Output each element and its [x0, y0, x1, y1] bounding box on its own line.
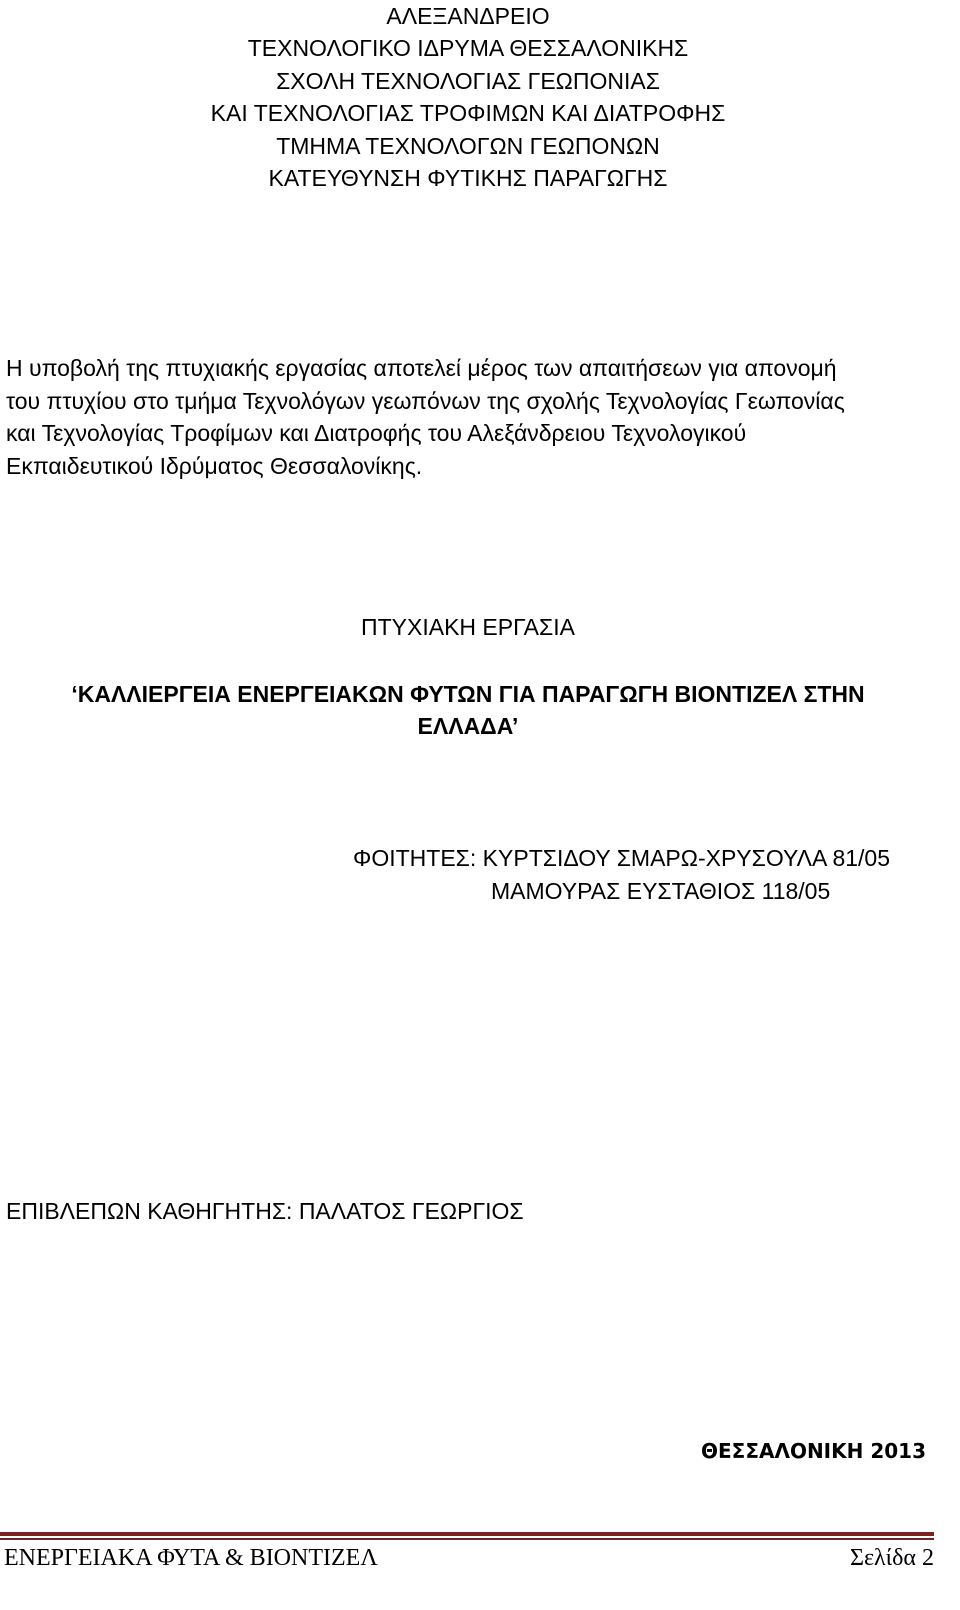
statement-line: Η υποβολή της πτυχιακής εργασίας αποτελεί μέρος των απαιτήσεων για απονομή — [6, 355, 837, 381]
header-line-school-cont: ΚΑΙ ΤΕΧΝΟΛΟΓΙΑΣ ΤΡΟΦΙΜΩΝ ΚΑΙ ΔΙΑΤΡΟΦΗΣ — [210, 100, 726, 127]
footer-rule-thick — [0, 1532, 934, 1536]
thesis-title-line: ‘ΚΑΛΛΙΕΡΓΕΙΑ ΕΝΕΡΓΕΙΑΚΩΝ ΦΥΤΩΝ ΓΙΑ ΠΑΡΑΓΩΓΗ ΒΙΟΝΤΙΖΕΛ ΣΤΗΝ — [71, 681, 865, 707]
students-line-2: ΜΑΜΟΥΡΑΣ ΕΥΣΤΑΘΙΟΣ 118/05 — [491, 877, 831, 904]
statement-line: Εκπαιδευτικού Ιδρύματος Θεσσαλονίκης. — [6, 452, 423, 479]
students-block — [353, 842, 890, 907]
page-footer — [4, 1542, 934, 1574]
footer-rule-thin — [0, 1538, 934, 1540]
header-line-institution: ΑΛΕΞΑΝΔΡΕΙΟ — [386, 3, 550, 29]
students-line-1: ΦΟΙΤΗΤΕΣ: ΚΥΡΤΣΙΔΟΥ ΣΜΑΡΩ-ΧΡΥΣΟΥΛΑ 81/05 — [353, 845, 891, 871]
supervisor: ΕΠΙΒΛΕΠΩΝ ΚΑΘΗΓΗΤΗΣ: ΠΑΛΑΤΟΣ ΓΕΩΡΓΙΟΣ — [6, 1198, 524, 1224]
footer-document-title: ΕΝΕΡΓΕΙΑΚΑ ΦΥΤΑ & ΒΙΟΝΤΙΖΕΛ — [4, 1545, 378, 1571]
header-line-institute: ΤΕΧΝΟΛΟΓΙΚΟ ΙΔΡΥΜΑ ΘΕΣΣΑΛΟΝΙΚΗΣ — [247, 35, 689, 62]
thesis-label: ΠΤΥΧΙΑΚΗ ΕΡΓΑΣΙΑ — [361, 614, 575, 640]
statement-line: του πτυχίου στο τμήμα Τεχνολόγων γεωπόνων της σχολής Τεχνολογίας Γεωπονίας — [6, 387, 845, 414]
header-line-department: ΤΜΗΜΑ ΤΕΧΝΟΛΟΓΩΝ ΓΕΩΠΟΝΩΝ — [276, 132, 660, 159]
place-date: ΘΕΣΣΑΛΟΝΙΚΗ 2013 — [701, 1439, 926, 1463]
header-line-school: ΣΧΟΛΗ ΤΕΧΝΟΛΟΓΙΑΣ ΓΕΩΠΟΝΙΑΣ — [276, 67, 660, 94]
footer-page-number: Σελίδα 2 — [849, 1545, 934, 1571]
institution-header — [0, 0, 936, 194]
statement-line: και Τεχνολογίας Τροφίμων και Διατροφής του Αλεξάνδρειου Τεχνολογικού — [6, 420, 747, 446]
thesis-title — [0, 678, 936, 742]
header-line-direction: ΚΑΤΕΥΘΥΝΣΗ ΦΥΤΙΚΗΣ ΠΑΡΑΓΩΓΗΣ — [268, 165, 668, 192]
thesis-title-line: ΕΛΛΑΔΑ’ — [417, 713, 519, 739]
submission-statement — [6, 352, 936, 482]
